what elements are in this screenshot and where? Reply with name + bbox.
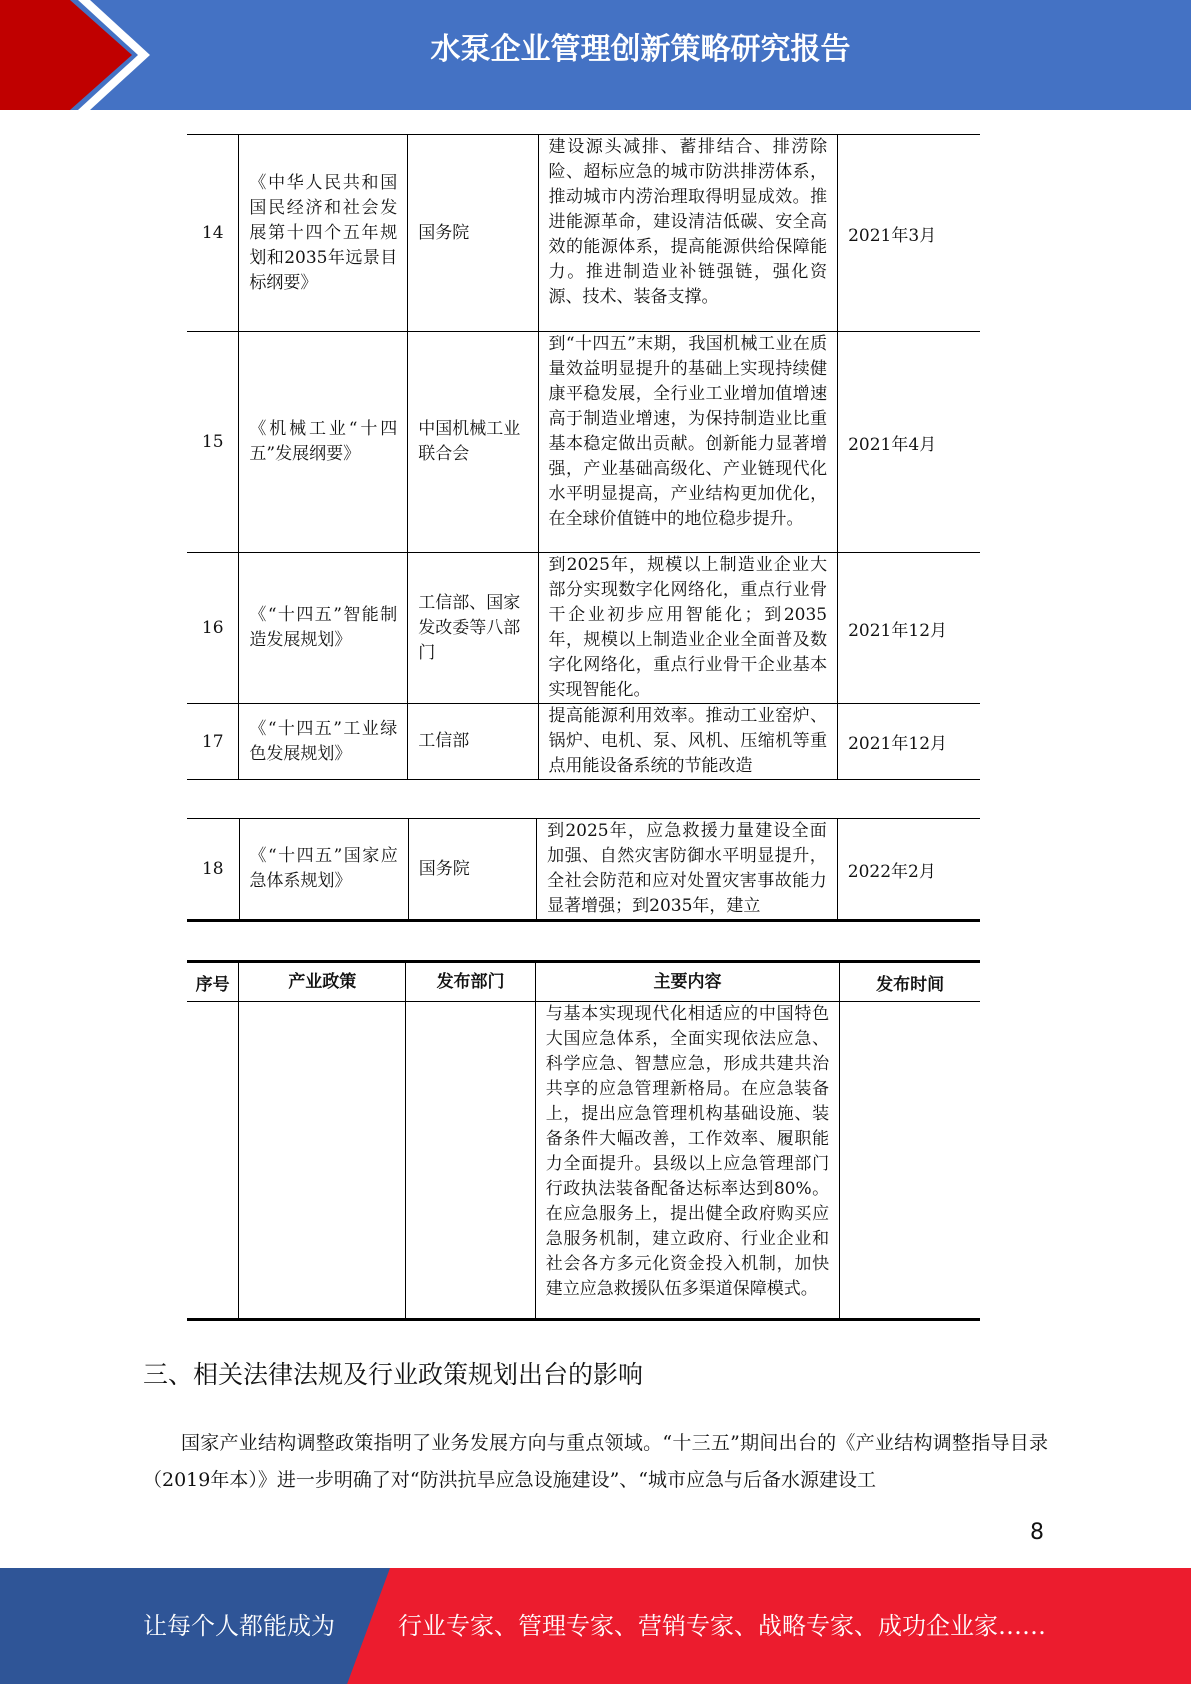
row-number: 18	[187, 819, 239, 921]
department: 工信部、国家发改委等八部门	[408, 553, 538, 704]
policy-table-part-3	[187, 960, 980, 1321]
policy-name	[239, 1002, 406, 1320]
main-content-continuation: 与基本实现现代化相适应的中国特色大国应急体系，全面实现依法应急、科学应急、智慧应急，形成共建共治共享的应急管理新格局。在应急装备上，提出应急管理机构基础设施、装备条件大幅改善，工作效率、履职能力全面提升。县级以上应急管理部门行政执法装备配备达标率达到80%。在应急服务上，提出健全政府购买应急服务机制，建立政府、行业企业和社会各方多元化资金投入机制，加快建立应急救援队伍多渠道保障模式。	[535, 1002, 839, 1320]
policy-name: 《“十四五”智能制造发展规划》	[239, 553, 408, 704]
header-content: 主要内容	[535, 962, 839, 1002]
page-header	[0, 0, 1191, 110]
section-heading: 三、相关法律法规及行业政策规划出台的影响	[143, 1360, 644, 1389]
table-header-row	[187, 962, 980, 1002]
header-policy: 产业政策	[239, 962, 406, 1002]
table-row	[187, 819, 980, 921]
policy-name: 《机械工业“十四五”发展纲要》	[239, 332, 408, 553]
release-date: 2021年12月	[838, 553, 980, 704]
policy-name: 《“十四五”国家应急体系规划》	[239, 819, 408, 921]
department: 国务院	[408, 819, 536, 921]
main-content: 到2025年，规模以上制造业企业大部分实现数字化网络化，重点行业骨干企业初步应用智能化；到2035年，规模以上制造业企业全面普及数字化网络化，重点行业骨干企业基本实现智能化。	[538, 553, 838, 704]
body-paragraph: 国家产业结构调整政策指明了业务发展方向与重点领域。“十三五”期间出台的《产业结构调整指导目录（2019年本）》进一步明确了对“防洪抗旱应急设施建设”、“城市应急与后备水源建设工	[143, 1432, 1048, 1491]
header-title: 水泵企业管理创新策略研究报告	[430, 32, 851, 67]
page-footer	[0, 1568, 1191, 1684]
release-date: 2022年2月	[837, 819, 980, 921]
release-date: 2021年3月	[838, 135, 980, 332]
main-content: 建设源头减排、蓄排结合、排涝除险、超标应急的城市防洪排涝体系，推动城市内涝治理取得明显成效。推进能源革命，建设清洁低碳、安全高效的能源体系，提高能源供给保障能力。推进制造业补链强链，强化资源、技术、装备支撑。	[538, 135, 838, 332]
release-date: 2021年12月	[838, 704, 980, 780]
department	[406, 1002, 535, 1320]
main-content: 到2025年，应急救援力量建设全面加强、自然灾害防御水平明显提升，全社会防范和应对处置灾害事故能力显著增强；到2035年，建立	[537, 819, 838, 921]
policy-table-part-2	[187, 818, 980, 922]
table-row	[187, 332, 980, 553]
table-row	[187, 1002, 980, 1320]
department: 中国机械工业联合会	[408, 332, 538, 553]
policy-name: 《中华人民共和国国民经济和社会发展第十四个五年规划和2035年远景目标纲要》	[239, 135, 408, 332]
table-row	[187, 135, 980, 332]
page-number: 8	[1030, 1520, 1044, 1545]
policy-name: 《“十四五”工业绿色发展规划》	[239, 704, 408, 780]
row-number: 15	[187, 332, 239, 553]
main-content: 提高能源利用效率。推动工业窑炉、锅炉、电机、泵、风机、压缩机等重点用能设备系统的节能改造	[538, 704, 838, 780]
department: 国务院	[408, 135, 538, 332]
header-department: 发布部门	[406, 962, 535, 1002]
row-number: 16	[187, 553, 239, 704]
table-row	[187, 704, 980, 780]
row-number: 17	[187, 704, 239, 780]
header-date: 发布时间	[840, 962, 980, 1002]
footer-slogan-left: 让每个人都能成为	[143, 1612, 335, 1640]
release-date	[840, 1002, 980, 1320]
department: 工信部	[408, 704, 538, 780]
footer-slogan-right: 行业专家、管理专家、营销专家、战略专家、成功企业家……	[398, 1612, 1046, 1640]
release-date: 2021年4月	[838, 332, 980, 553]
policy-table-part-1	[187, 134, 980, 780]
table-row	[187, 553, 980, 704]
header-num: 序号	[187, 962, 239, 1002]
main-content: 到“十四五”末期，我国机械工业在质量效益明显提升的基础上实现持续健康平稳发展，全行业工业增加值增速高于制造业增速，为保持制造业比重基本稳定做出贡献。创新能力显著增强，产业基础高级化、产业链现代化水平明显提高，产业结构更加优化，在全球价值链中的地位稳步提升。	[538, 332, 838, 553]
row-number	[187, 1002, 239, 1320]
row-number: 14	[187, 135, 239, 332]
